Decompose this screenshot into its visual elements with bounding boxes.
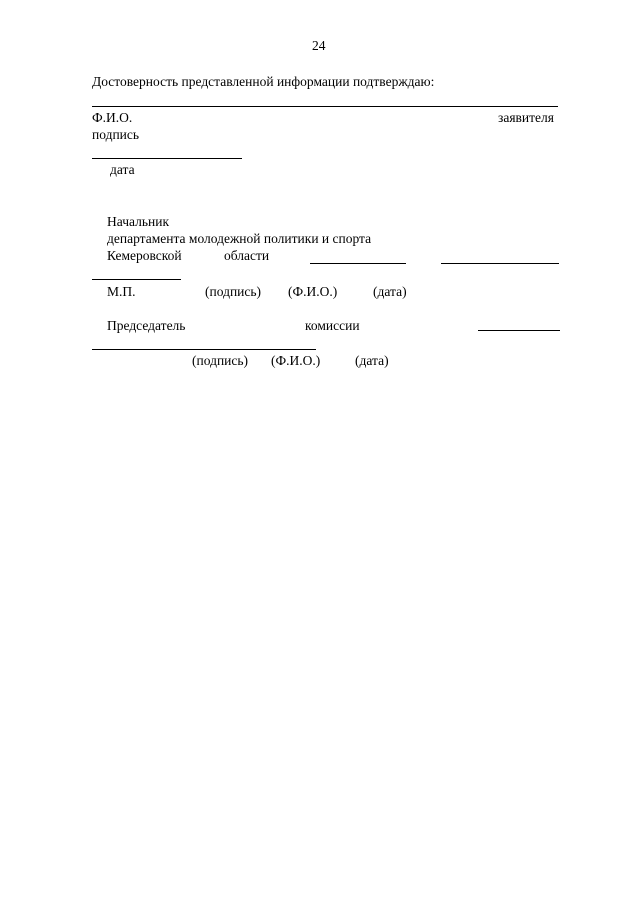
head-signature-line	[310, 263, 406, 264]
chair-signature-caption: (подпись)	[192, 353, 249, 368]
head-date-line	[92, 279, 181, 280]
head-department: департамента молодежной политики и спорта	[107, 231, 372, 246]
head-fio-caption: (Ф.И.О.)	[288, 284, 338, 299]
chair-title: Председатель	[107, 318, 186, 333]
confirmation-statement: Достоверность представленной информации подтверждаю:	[92, 74, 435, 89]
chair-date-caption: (дата)	[355, 353, 389, 368]
head-title: Начальник	[107, 214, 170, 229]
head-signature-caption: (подпись)	[205, 284, 262, 299]
chair-fio-line	[92, 349, 316, 350]
applicant-label: заявителя	[498, 110, 554, 125]
chair-commission: комиссии	[305, 318, 360, 333]
page-number: 24	[312, 38, 326, 53]
date-label: дата	[110, 162, 135, 177]
head-region: Кемеровской	[107, 248, 182, 263]
applicant-line	[92, 106, 558, 107]
chair-fio-caption: (Ф.И.О.)	[271, 353, 321, 368]
head-date-caption: (дата)	[373, 284, 407, 299]
stamp-label: М.П.	[107, 284, 136, 299]
signature-label: подпись	[92, 127, 140, 142]
date-line	[92, 158, 242, 159]
fio-label: Ф.И.О.	[92, 110, 133, 125]
head-fio-line	[441, 263, 559, 264]
head-region-oblast: области	[224, 248, 270, 263]
chair-signature-line	[478, 330, 560, 331]
